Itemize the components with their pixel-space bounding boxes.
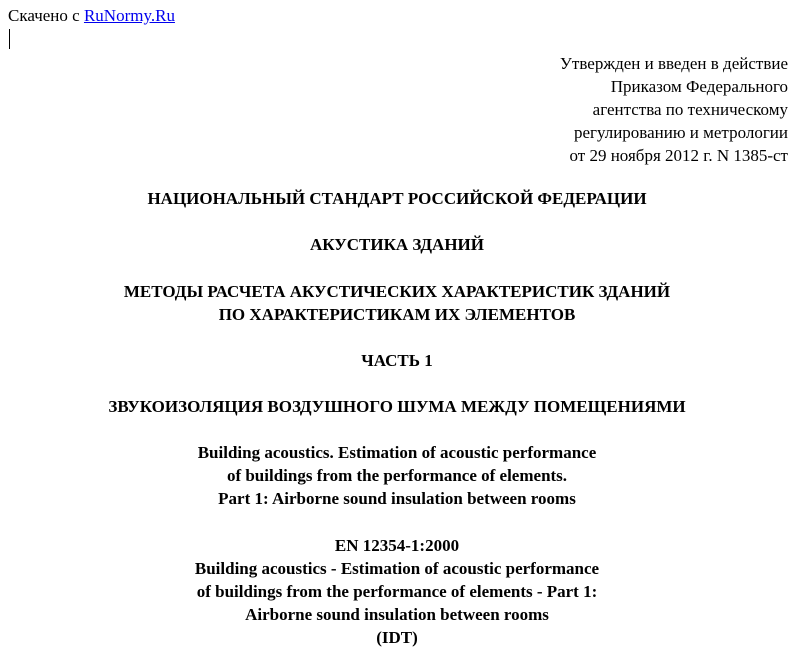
en-standard-line: Building acoustics - Estimation of acoustic performance [194,559,600,578]
en-standard-block [0,534,794,649]
approval-block [560,52,788,167]
approval-line: агентства по техническому [592,100,788,119]
national-standard-heading [0,187,794,210]
en-standard-line: of buildings from the performance of elements - Part 1: [196,582,598,601]
en-standard-degree: (IDT) [376,628,418,647]
en-standard-code: EN 12354-1:2000 [334,536,460,555]
approval-line: регулированию и метрологии [573,123,788,142]
methods-line: МЕТОДЫ РАСЧЕТА АКУСТИЧЕСКИХ ХАРАКТЕРИСТИК ЗДАНИЙ [123,282,671,301]
national-standard-title: НАЦИОНАЛЬНЫЙ СТАНДАРТ РОССИЙСКОЙ ФЕДЕРАЦИИ [147,189,647,208]
english-title-block [0,441,794,510]
source-line [8,6,175,26]
approval-line: Приказом Федерального [610,77,788,96]
en-standard-line: Airborne sound insulation between rooms [245,605,549,624]
part-title: ЧАСТЬ 1 [361,351,433,370]
english-title-line: Part 1: Airborne sound insulation between rooms [218,489,576,508]
text-caret [9,29,10,49]
subject-heading [0,395,794,418]
source-link[interactable]: RuNormy.Ru [83,6,175,25]
part-heading [0,349,794,372]
english-title-line: of buildings from the performance of elements. [226,466,568,485]
english-title-line: Building acoustics. Estimation of acoustic performance [197,443,597,462]
methods-line: ПО ХАРАКТЕРИСТИКАМ ИХ ЭЛЕМЕНТОВ [218,305,576,324]
acoustics-title: АКУСТИКА ЗДАНИЙ [309,235,484,254]
approval-line: Утвержден и введен в действие [559,54,788,73]
source-prefix: Скачено с [8,6,84,25]
acoustics-heading [0,233,794,256]
methods-heading [0,280,794,326]
approval-line: от 29 ноября 2012 г. N 1385-ст [569,146,788,165]
subject-title: ЗВУКОИЗОЛЯЦИЯ ВОЗДУШНОГО ШУМА МЕЖДУ ПОМЕЩЕНИЯМИ [108,397,686,416]
